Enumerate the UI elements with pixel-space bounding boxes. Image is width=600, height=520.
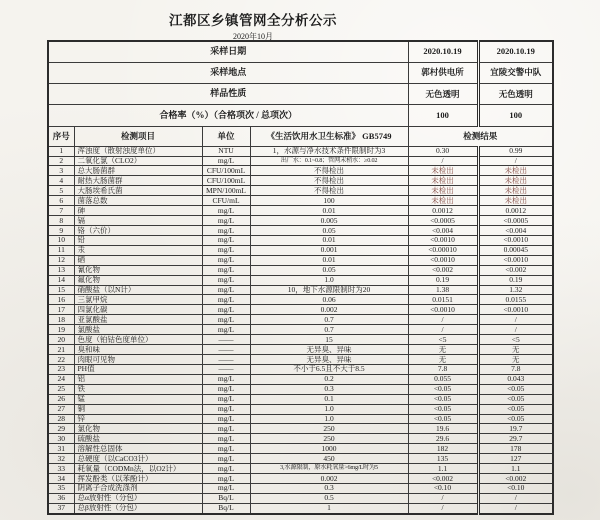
result-cell-2: 未检出 (478, 196, 553, 206)
result-cell-2: <0.05 (478, 394, 553, 404)
item-cell: 亚氯酸盐 (74, 315, 202, 325)
standard-cell: 1，水源与净水技术条件限制时为3 (250, 146, 408, 156)
unit-cell: mg/L (202, 414, 250, 424)
result-cell-2: 7.8 (478, 364, 553, 374)
result-cell-1: 0.19 (408, 275, 478, 285)
standard-cell: 不得检出 (250, 166, 408, 176)
info-label-cell: 采样日期 (48, 41, 408, 62)
row-number-cell: 16 (48, 295, 74, 305)
unit-cell: mg/L (202, 235, 250, 245)
header-result: 检测结果 (408, 126, 553, 146)
unit-cell: NTU (202, 146, 250, 156)
standard-cell: 100 (250, 196, 408, 206)
row-number-cell: 15 (48, 285, 74, 295)
result-cell-1: 135 (408, 454, 478, 464)
result-cell-1: / (408, 493, 478, 503)
result-cell-2: 0.19 (478, 275, 553, 285)
item-cell: 阴离子合成洗涤剂 (74, 483, 202, 493)
row-number-cell: 33 (48, 464, 74, 474)
unit-cell: CFU/100mL (202, 166, 250, 176)
item-cell: 砷 (74, 206, 202, 216)
unit-cell: —— (202, 364, 250, 374)
result-cell-2: / (478, 493, 553, 503)
info-value-cell-2: 2020.10.19 (478, 41, 553, 62)
standard-cell: 0.06 (250, 295, 408, 305)
document-header (0, 9, 553, 42)
unit-cell: mg/L (202, 454, 250, 464)
column-header-row (48, 126, 553, 146)
standard-cell: 0.01 (250, 235, 408, 245)
item-cell: 臭和味 (74, 345, 202, 355)
item-cell: 铜 (74, 404, 202, 414)
result-cell-1: 无 (408, 345, 478, 355)
result-cell-1: 未检出 (408, 196, 478, 206)
result-cell-2: 178 (478, 444, 553, 454)
header-item: 检测项目 (74, 126, 202, 146)
unit-cell: mg/L (202, 404, 250, 414)
row-number-cell: 10 (48, 235, 74, 245)
result-cell-2: 0.0012 (478, 206, 553, 216)
standard-cell: 1.0 (250, 414, 408, 424)
item-cell: 肉眼可见物 (74, 354, 202, 364)
info-value-cell-1: 无色透明 (408, 84, 478, 105)
unit-cell: mg/L (202, 464, 250, 474)
item-cell: 浑浊度（散射浊度单位） (74, 146, 202, 156)
standard-cell: 0.2 (250, 374, 408, 384)
table-row (48, 196, 553, 206)
standard-cell: 0.01 (250, 255, 408, 265)
result-cell-2: <5 (478, 335, 553, 345)
row-number-cell: 2 (48, 156, 74, 166)
standard-cell: 0.3 (250, 483, 408, 493)
result-cell-1: / (408, 156, 478, 166)
table-row (48, 176, 553, 186)
table-row (48, 424, 553, 434)
standard-cell: 不得检出 (250, 186, 408, 196)
standard-cell: 1 (250, 503, 408, 514)
row-number-cell: 37 (48, 503, 74, 514)
item-cell: 铅 (74, 235, 202, 245)
item-cell: 总β放射性（分包） (74, 503, 202, 514)
standard-cell: 无异臭、异味 (250, 354, 408, 364)
unit-cell: mg/L (202, 325, 250, 335)
table-row (48, 335, 553, 345)
row-number-cell: 9 (48, 226, 74, 236)
standard-cell: 0.3 (250, 384, 408, 394)
result-cell-1: <0.004 (408, 226, 478, 236)
item-cell: 耐热大肠菌群 (74, 176, 202, 186)
item-cell: 氯酸盐 (74, 325, 202, 335)
unit-cell: mg/L (202, 315, 250, 325)
row-number-cell: 20 (48, 335, 74, 345)
row-number-cell: 31 (48, 444, 74, 454)
item-cell: 四氯化碳 (74, 305, 202, 315)
table-row (48, 226, 553, 236)
item-cell: 挥发酚类（以苯酚计） (74, 474, 202, 484)
result-cell-1: / (408, 325, 478, 335)
result-cell-1: <0.00010 (408, 245, 478, 255)
header-unit: 单位 (202, 126, 250, 146)
table-row (48, 315, 553, 325)
info-tbody (48, 41, 553, 126)
item-cell: 铝 (74, 374, 202, 384)
result-cell-2: 未检出 (478, 176, 553, 186)
standard-cell: 0.001 (250, 245, 408, 255)
page-subtitle: 2020年10月 (233, 32, 273, 41)
info-value-cell-1: 100 (408, 105, 478, 126)
unit-cell: Bq/L (202, 503, 250, 514)
result-cell-2: 127 (478, 454, 553, 464)
unit-cell: mg/L (202, 424, 250, 434)
info-value-cell-2: 100 (478, 105, 553, 126)
result-cell-1: 19.6 (408, 424, 478, 434)
row-number-cell: 8 (48, 216, 74, 226)
table-row (48, 464, 553, 474)
info-row (48, 41, 553, 62)
item-cell: 二氧化氯（CLO2） (74, 156, 202, 166)
result-cell-2: 19.7 (478, 424, 553, 434)
info-row (48, 84, 553, 105)
row-number-cell: 18 (48, 315, 74, 325)
row-number-cell: 6 (48, 196, 74, 206)
result-cell-1: 182 (408, 444, 478, 454)
result-cell-1: / (408, 315, 478, 325)
result-cell-1: 0.055 (408, 374, 478, 384)
item-cell: 镉 (74, 216, 202, 226)
row-number-cell: 4 (48, 176, 74, 186)
standard-cell: 250 (250, 424, 408, 434)
unit-cell: MPN/100mL (202, 186, 250, 196)
standard-cell: 10，地下水源限制时为20 (250, 285, 408, 295)
result-cell-1: 未检出 (408, 176, 478, 186)
row-number-cell: 21 (48, 345, 74, 355)
unit-cell: mg/L (202, 216, 250, 226)
result-cell-1: <0.0010 (408, 235, 478, 245)
unit-cell: mg/L (202, 226, 250, 236)
table-row (48, 255, 553, 265)
standard-cell: 0.05 (250, 265, 408, 275)
row-number-cell: 32 (48, 454, 74, 464)
standard-cell: 1.0 (250, 404, 408, 414)
unit-cell: —— (202, 354, 250, 364)
item-cell: 硝酸盐（以N计） (74, 285, 202, 295)
row-number-cell: 29 (48, 424, 74, 434)
row-number-cell: 11 (48, 245, 74, 255)
unit-cell: mg/L (202, 285, 250, 295)
unit-cell: mg/L (202, 384, 250, 394)
row-number-cell: 17 (48, 305, 74, 315)
table-row (48, 354, 553, 364)
unit-cell: mg/L (202, 156, 250, 166)
result-cell-2: / (478, 325, 553, 335)
standard-cell: 0.7 (250, 315, 408, 325)
result-cell-2: <0.004 (478, 226, 553, 236)
result-cell-2: 0.043 (478, 374, 553, 384)
table-row (48, 483, 553, 493)
table-row (48, 245, 553, 255)
info-row (48, 105, 553, 126)
item-cell: 锰 (74, 394, 202, 404)
item-cell: 氟化物 (74, 275, 202, 285)
row-number-cell: 36 (48, 493, 74, 503)
page-title: 江都区乡镇管网全分析公示 (169, 13, 337, 28)
standard-cell: 0.01 (250, 206, 408, 216)
unit-cell: CFU/100mL (202, 176, 250, 186)
result-cell-2: <0.05 (478, 404, 553, 414)
table-row (48, 434, 553, 444)
result-cell-2: 0.99 (478, 146, 553, 156)
standard-cell: 不小于6.5且不大于8.5 (250, 364, 408, 374)
result-cell-2: 未检出 (478, 166, 553, 176)
result-cell-1: 无 (408, 354, 478, 364)
standard-cell: 3,水源限制，原水耗氧量>6mg/L时为5 (250, 464, 408, 474)
unit-cell: mg/L (202, 474, 250, 484)
result-cell-2: 1.32 (478, 285, 553, 295)
result-cell-2: 无 (478, 354, 553, 364)
row-number-cell: 34 (48, 474, 74, 484)
table-row (48, 216, 553, 226)
row-number-cell: 28 (48, 414, 74, 424)
result-cell-2: <0.0005 (478, 216, 553, 226)
table-row (48, 454, 553, 464)
item-cell: 铬（六价） (74, 226, 202, 236)
standard-cell: 不得检出 (250, 176, 408, 186)
table-row (48, 503, 553, 514)
result-cell-2: 未检出 (478, 186, 553, 196)
table-row (48, 146, 553, 156)
standard-cell: 250 (250, 434, 408, 444)
item-cell: 锌 (74, 414, 202, 424)
info-label-cell: 采样地点 (48, 62, 408, 83)
header-no: 序号 (48, 126, 74, 146)
unit-cell: mg/L (202, 255, 250, 265)
result-cell-1: <0.0005 (408, 216, 478, 226)
item-cell: 汞 (74, 245, 202, 255)
unit-cell: mg/L (202, 374, 250, 384)
result-cell-2: <0.002 (478, 474, 553, 484)
info-value-cell-1: 2020.10.19 (408, 41, 478, 62)
row-number-cell: 7 (48, 206, 74, 216)
row-number-cell: 24 (48, 374, 74, 384)
item-cell: 总硬度（以CaCO3计） (74, 454, 202, 464)
analysis-table (47, 40, 554, 515)
item-cell: 总α放射性（分包） (74, 493, 202, 503)
result-cell-1: <0.0010 (408, 255, 478, 265)
table-row (48, 305, 553, 315)
table-row (48, 493, 553, 503)
standard-cell: 0.005 (250, 216, 408, 226)
result-cell-1: <0.05 (408, 384, 478, 394)
unit-cell: —— (202, 335, 250, 345)
standard-cell: 出厂水：0.1~0.8；管网末梢水：≥0.02 (250, 156, 408, 166)
result-cell-2: <0.0010 (478, 255, 553, 265)
info-value-cell-1: 郭村供电所 (408, 62, 478, 83)
result-cell-1: 未检出 (408, 186, 478, 196)
unit-cell: mg/L (202, 295, 250, 305)
table-row (48, 285, 553, 295)
table-row (48, 474, 553, 484)
unit-cell: mg/L (202, 275, 250, 285)
info-label-cell: 样品性质 (48, 84, 408, 105)
item-cell: 色度（铂钴色度单位） (74, 335, 202, 345)
row-number-cell: 30 (48, 434, 74, 444)
table-row (48, 374, 553, 384)
result-cell-1: / (408, 503, 478, 514)
item-cell: 氯化物 (74, 424, 202, 434)
standard-cell: 0.002 (250, 305, 408, 315)
table-row (48, 404, 553, 414)
info-value-cell-2: 宜陵交警中队 (478, 62, 553, 83)
result-cell-2: 无 (478, 345, 553, 355)
info-label-cell: 合格率（%）（合格项次 / 总项次） (48, 105, 408, 126)
results-tbody (48, 146, 553, 514)
unit-cell: mg/L (202, 245, 250, 255)
result-cell-1: <0.002 (408, 474, 478, 484)
row-number-cell: 5 (48, 186, 74, 196)
result-cell-2: 1.1 (478, 464, 553, 474)
table-row (48, 186, 553, 196)
result-cell-1: <5 (408, 335, 478, 345)
item-cell: 菌落总数 (74, 196, 202, 206)
standard-cell: 0.7 (250, 325, 408, 335)
row-number-cell: 22 (48, 354, 74, 364)
table-row (48, 206, 553, 216)
result-cell-2: <0.05 (478, 414, 553, 424)
row-number-cell: 12 (48, 255, 74, 265)
row-number-cell: 3 (48, 166, 74, 176)
result-cell-1: 0.0151 (408, 295, 478, 305)
result-cell-2: <0.0010 (478, 305, 553, 315)
row-number-cell: 26 (48, 394, 74, 404)
item-cell: 硒 (74, 255, 202, 265)
result-cell-1: <0.0010 (408, 305, 478, 315)
result-cell-2: / (478, 503, 553, 514)
row-number-cell: 13 (48, 265, 74, 275)
info-row (48, 62, 553, 83)
table-row (48, 345, 553, 355)
table-row (48, 444, 553, 454)
table-row (48, 325, 553, 335)
standard-cell: 15 (250, 335, 408, 345)
unit-cell: mg/L (202, 444, 250, 454)
header-standard: 《生活饮用水卫生标准》 GB5749 (250, 126, 408, 146)
result-cell-1: <0.05 (408, 394, 478, 404)
result-cell-1: 1.38 (408, 285, 478, 295)
row-number-cell: 23 (48, 364, 74, 374)
standard-cell: 0.05 (250, 226, 408, 236)
result-cell-2: <0.05 (478, 384, 553, 394)
result-cell-1: 1.1 (408, 464, 478, 474)
result-cell-2: 0.00045 (478, 245, 553, 255)
standard-cell: 1.0 (250, 275, 408, 285)
result-cell-1: <0.10 (408, 483, 478, 493)
table-row (48, 384, 553, 394)
unit-cell: mg/L (202, 265, 250, 275)
result-cell-1: 0.30 (408, 146, 478, 156)
item-cell: 硫酸盐 (74, 434, 202, 444)
standard-cell: 0.1 (250, 394, 408, 404)
item-cell: 氰化物 (74, 265, 202, 275)
item-cell: 铁 (74, 384, 202, 394)
standard-cell: 0.5 (250, 493, 408, 503)
result-cell-1: <0.05 (408, 404, 478, 414)
table-row (48, 265, 553, 275)
unit-cell: —— (202, 345, 250, 355)
result-cell-2: / (478, 315, 553, 325)
result-cell-1: 29.6 (408, 434, 478, 444)
table-row (48, 295, 553, 305)
standard-cell: 1000 (250, 444, 408, 454)
unit-cell: mg/L (202, 483, 250, 493)
standard-cell: 0.002 (250, 474, 408, 484)
item-cell: 溶解性总固体 (74, 444, 202, 454)
row-number-cell: 27 (48, 404, 74, 414)
result-cell-2: <0.002 (478, 265, 553, 275)
unit-cell: Bq/L (202, 493, 250, 503)
result-cell-1: 0.0012 (408, 206, 478, 216)
result-cell-2: 29.7 (478, 434, 553, 444)
row-number-cell: 35 (48, 483, 74, 493)
standard-cell: 450 (250, 454, 408, 464)
result-cell-2: 0.0155 (478, 295, 553, 305)
unit-cell: mg/L (202, 394, 250, 404)
table-row (48, 275, 553, 285)
result-cell-1: <0.002 (408, 265, 478, 275)
item-cell: 三氯甲烷 (74, 295, 202, 305)
table-row (48, 394, 553, 404)
item-cell: 耗氧量（CODMn法，以O2计） (74, 464, 202, 474)
unit-cell: CFU/mL (202, 196, 250, 206)
row-number-cell: 14 (48, 275, 74, 285)
table-row (48, 166, 553, 176)
unit-cell: mg/L (202, 206, 250, 216)
table-row (48, 414, 553, 424)
result-cell-1: 7.8 (408, 364, 478, 374)
row-number-cell: 25 (48, 384, 74, 394)
standard-cell: 无异臭、异味 (250, 345, 408, 355)
result-cell-1: <0.05 (408, 414, 478, 424)
item-cell: 总大肠菌群 (74, 166, 202, 176)
row-number-cell: 19 (48, 325, 74, 335)
result-cell-2: <0.0010 (478, 235, 553, 245)
result-cell-2: <0.10 (478, 483, 553, 493)
result-cell-1: 未检出 (408, 166, 478, 176)
unit-cell: mg/L (202, 305, 250, 315)
table-row (48, 235, 553, 245)
info-value-cell-2: 无色透明 (478, 84, 553, 105)
table-row (48, 364, 553, 374)
result-cell-2: / (478, 156, 553, 166)
row-number-cell: 1 (48, 146, 74, 156)
unit-cell: mg/L (202, 434, 250, 444)
item-cell: 大肠埃希氏菌 (74, 186, 202, 196)
table-row (48, 156, 553, 166)
item-cell: PH值 (74, 364, 202, 374)
